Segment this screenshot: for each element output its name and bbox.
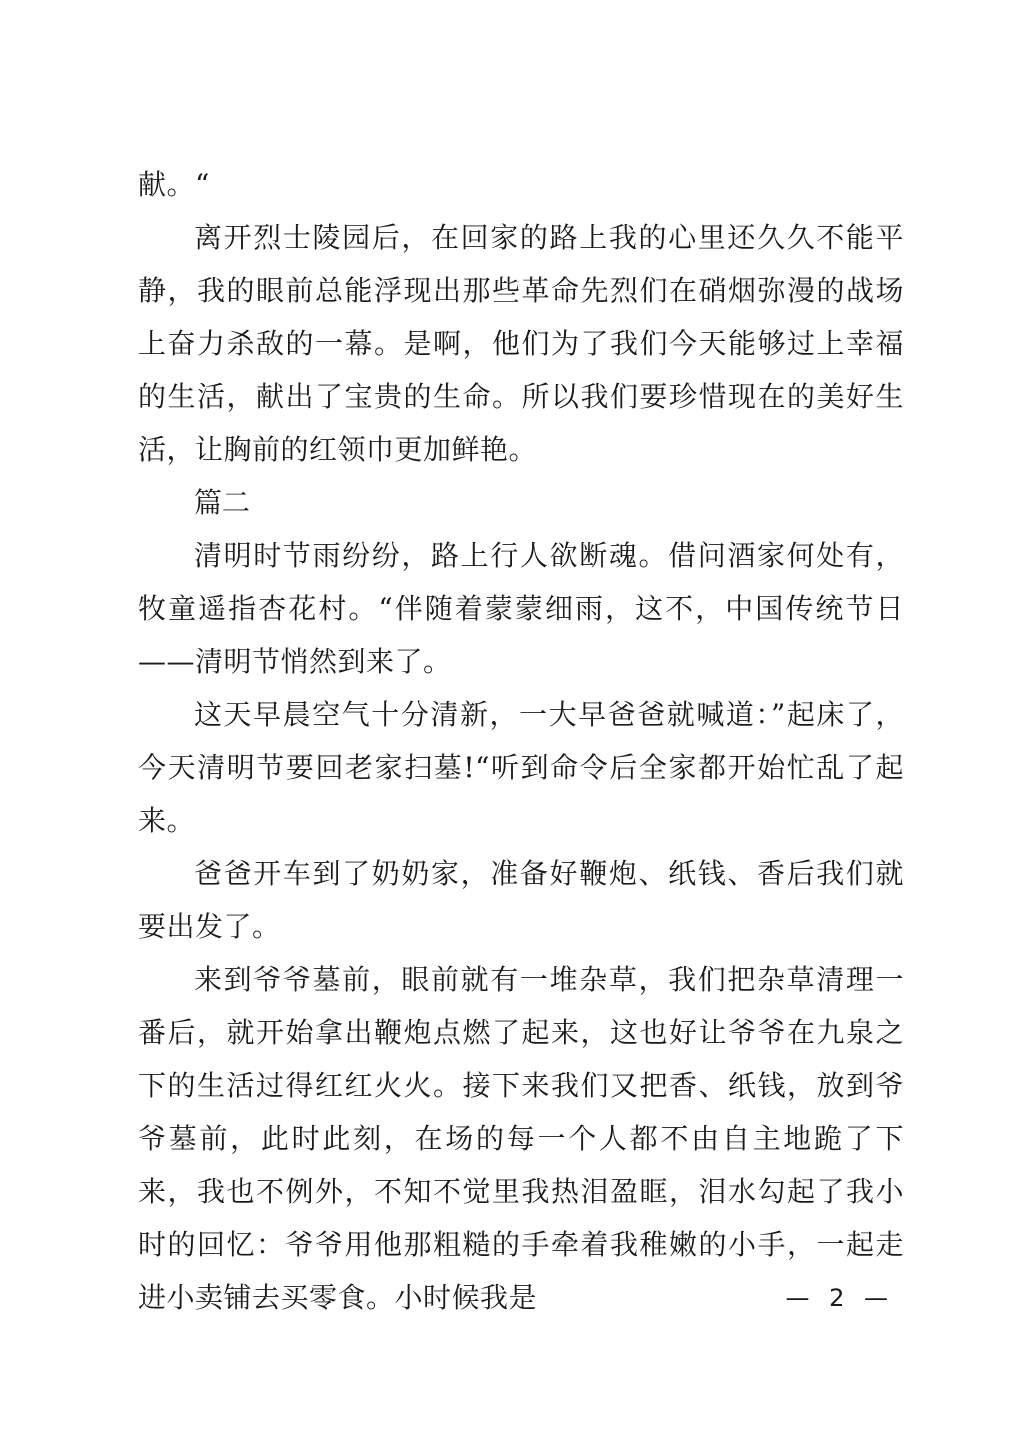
paragraph-continuation: 献。“ (138, 168, 210, 201)
section-heading: 篇二 (194, 486, 251, 519)
paragraph-qingming-poem: 清明时节雨纷纷，路上行人欲断魂。借问酒家何处有，牧童遥指杏花村。“伴随着蒙蒙细雨，这不，中国传统节日——清明节悄然到来了。 (138, 539, 904, 678)
paragraph-grandma-house: 爸爸开车到了奶奶家，准备好鞭炮、纸钱、香后我们就要出发了。 (138, 857, 904, 943)
page-number: — 2 — (785, 1284, 894, 1312)
document-body (138, 158, 904, 1324)
paragraph-cemetery-reflection: 离开烈士陵园后，在回家的路上我的心里还久久不能平静，我的眼前总能浮现出那些革命先烈们在硝烟弥漫的战场上奋力杀敌的一幕。是啊，他们为了我们今天能够过上幸福的生活，献出了宝贵的生命。所以我们要珍惜现在的美好生活，让胸前的红领巾更加鲜艳。 (138, 221, 904, 466)
paragraph-morning: 这天早晨空气十分清新，一大早爸爸就喊道：”起床了，今天清明节要回老家扫墓!“听到命令后全家都开始忙乱了起来。 (138, 698, 904, 837)
paragraph-grandpa-tomb: 来到爷爷墓前，眼前就有一堆杂草，我们把杂草清理一番后，就开始拿出鞭炮点燃了起来，这也好让爷爷在九泉之下的生活过得红红火火。接下来我们又把香、纸钱，放到爷爷墓前，此时此刻，在场的每一个人都不由自主地跪了下来，我也不例外，不知不觉里我热泪盈眶，泪水勾起了我小时的回忆：爷爷用他那粗糙的手牵着我稚嫩的小手，一起走进小卖铺去买零食。小时候我是 (138, 963, 904, 1314)
